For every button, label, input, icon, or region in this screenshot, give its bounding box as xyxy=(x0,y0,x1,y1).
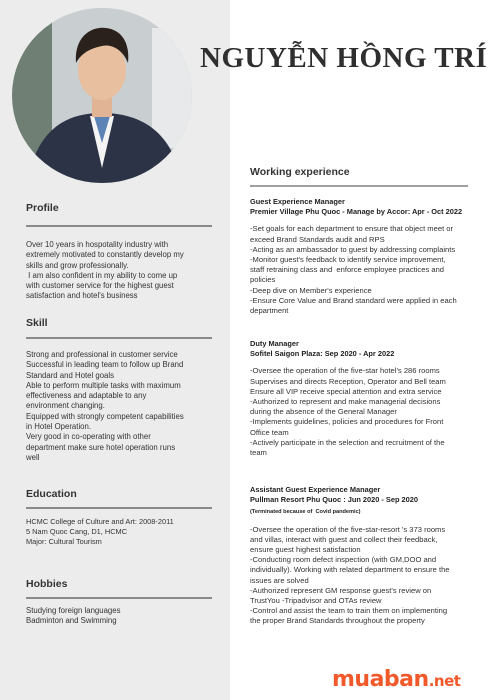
education-line: HCMC College of Culture and Art: 2008-2011 xyxy=(26,517,174,526)
skill-line: in Hotel Operation. xyxy=(26,422,92,432)
profile-divider xyxy=(26,225,212,227)
profile-line: extremely motivated to constantly develop my xyxy=(26,250,184,260)
education-divider xyxy=(26,507,212,509)
education-heading: Education xyxy=(26,488,77,500)
job-duty: exceed Brand Standards audit and RPS xyxy=(250,234,385,244)
job-duty: -Authorized to represent and make managerial decisions xyxy=(250,397,441,407)
hobbies-line: Badminton and Swimming xyxy=(26,616,117,626)
job-duty: -Monitor guest's feedback to identify service improvement, xyxy=(250,255,446,265)
job-duty: issues are solved xyxy=(250,575,309,585)
job-title: Assistant Guest Experience Manager xyxy=(250,485,381,494)
job-place: Pullman Resort Phu Quoc : Jun 2020 - Sep 2020 xyxy=(250,495,418,505)
skill-heading: Skill xyxy=(26,317,48,329)
job-duty: -Deep dive on Member's experience xyxy=(250,285,372,295)
job-duty: ensure guest highest satisfaction xyxy=(250,545,361,555)
profile-photo xyxy=(12,8,192,183)
skill-line: Successful in leading team to follow up Brand xyxy=(26,360,184,370)
hobbies-heading: Hobbies xyxy=(26,578,68,590)
job-duty: policies xyxy=(250,275,276,285)
hobbies-text xyxy=(26,606,226,627)
skill-text xyxy=(26,350,226,463)
job-duty: individually). Working with related department to ensure the xyxy=(250,565,450,575)
job-duty: Supervises and directs Reception, Operator and Bell team xyxy=(250,376,446,386)
job-duty: -Oversee the operation of the five-star-resort 's 373 rooms xyxy=(250,524,446,534)
profile-line: with customer service for the highest guest xyxy=(26,281,174,291)
job-duty: Office team xyxy=(250,427,289,437)
profile-heading: Profile xyxy=(26,202,59,214)
job-title: Guest Experience Manager xyxy=(250,197,345,206)
job-place: Sofitel Saigon Plaza: Sep 2020 - Apr 2022 xyxy=(250,349,395,359)
job-entry xyxy=(250,197,495,316)
skill-line: Strong and professional in customer service xyxy=(26,350,178,359)
profile-line: satisfaction and hotel's business xyxy=(26,291,138,301)
job-duty: department xyxy=(250,306,289,316)
logo-main: muaban xyxy=(332,667,429,692)
job-place: Premier Village Phu Quoc - Manage by Accor: Apr - Oct 2022 xyxy=(250,207,463,217)
job-entry xyxy=(250,485,495,627)
profile-line: I am also confident in my ability to come up xyxy=(26,270,178,280)
experience-heading: Working experience xyxy=(250,166,350,178)
skill-line: environment changing. xyxy=(26,401,105,411)
skill-line: well xyxy=(26,452,40,462)
education-line: Major: Cultural Tourism xyxy=(26,537,102,546)
skill-line: department make sure hotel operation runs xyxy=(26,442,176,452)
job-duty: the proper Brand Standards throughout the property xyxy=(250,616,425,626)
profile-line: Over 10 years in hospotality industry with xyxy=(26,240,169,249)
skill-divider xyxy=(26,337,212,339)
portrait-image xyxy=(12,8,192,183)
hobbies-divider xyxy=(26,597,212,599)
job-duty: -Authorized represent GM response guest's review on xyxy=(250,585,432,595)
job-duty: -Actively participate in the selection and recruitment of the xyxy=(250,437,445,447)
job-duty: -Set goals for each department to ensure that object meet or xyxy=(250,224,454,234)
job-duty: and villas, interact with guest and collect their feedback, xyxy=(250,534,438,544)
experience-divider xyxy=(250,185,468,187)
candidate-name: NGUYỄN HỒNG TRÍ xyxy=(200,42,488,74)
job-duty: team xyxy=(250,448,267,458)
job-note: (Terminated because of Covid pandemic) xyxy=(250,509,361,516)
muaban-logo xyxy=(332,667,460,692)
skill-line: Equipped with strongly competent capabilities xyxy=(26,411,184,421)
job-duty: during the absence of the General Manager xyxy=(250,407,397,417)
skill-line: Very good in co-operating with other xyxy=(26,432,151,442)
job-title: Duty Manager xyxy=(250,339,299,348)
job-duty: -Oversee the operation of the five-star hotel's 286 rooms xyxy=(250,366,440,376)
job-duty: Ensure all VIP receive special attention and extra service xyxy=(250,386,442,396)
job-entry xyxy=(250,339,495,458)
job-duty: -Acting as an ambassador to guest by addressing complaints xyxy=(250,244,456,254)
job-duty: -Control and assist the team to train them on implementing xyxy=(250,606,448,616)
job-duty: -Implements guidelines, policies and procedures for Front xyxy=(250,417,444,427)
profile-line: skills and grow professionally. xyxy=(26,260,129,270)
job-duty: TrustYou -Tripadvisor and OTAs review xyxy=(250,596,382,606)
job-duty: -Ensure Core Value and Brand standard were applied in each xyxy=(250,295,457,305)
profile-text xyxy=(26,240,226,302)
job-duty: -Conducting room defect inspection (with GM,DOO and xyxy=(250,555,437,565)
skill-line: effectiveness and adaptable to any xyxy=(26,391,147,401)
education-text xyxy=(26,517,226,547)
education-line: 5 Nam Quoc Cang, D1, HCMC xyxy=(26,527,128,536)
skill-line: Standard and Hotel goals xyxy=(26,370,114,380)
skill-line: Able to perform multiple tasks with maximum xyxy=(26,380,181,390)
hobbies-line: Studying foreign languages xyxy=(26,606,121,615)
logo-suffix: .net xyxy=(428,672,461,690)
job-duty: staff retraining class and enforce employee practices and xyxy=(250,265,445,275)
